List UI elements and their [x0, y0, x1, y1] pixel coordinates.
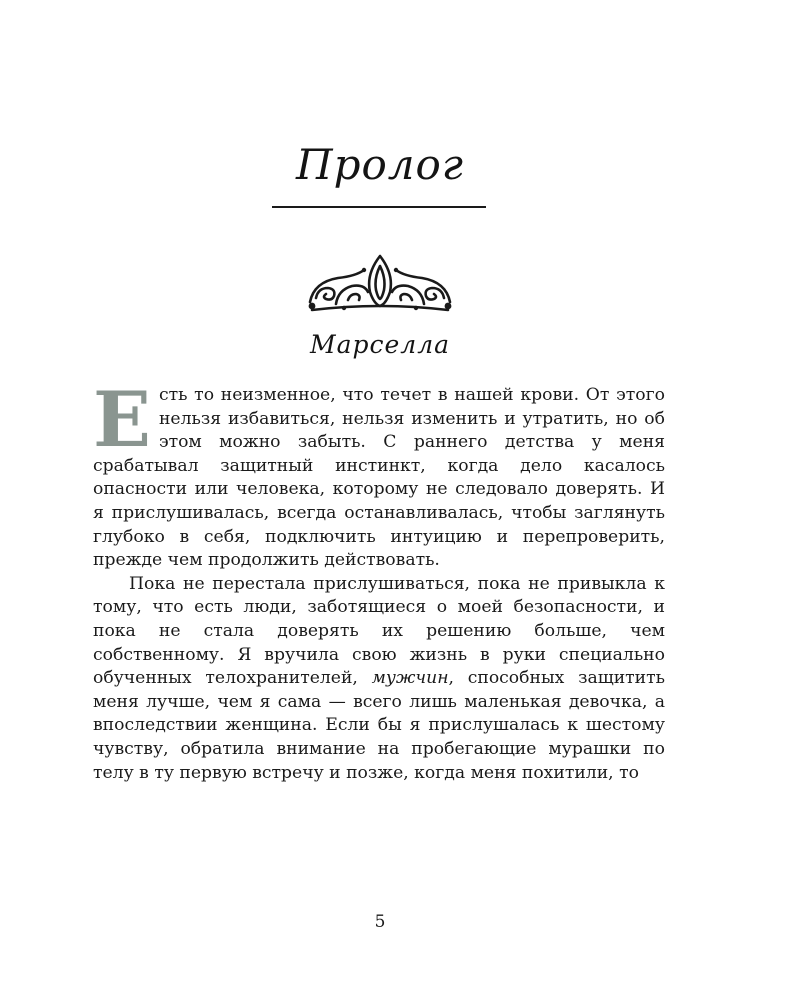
tiara-icon: [304, 252, 456, 316]
paragraph-2-text-end: , способных защитить меня лучше, чем я сама — всего лишь маленькая девочка, а впоследствии женщина. Если бы я прислушалась к шестому чувству, обратила внимание на пробегающие мурашки по телу в ту первую встречу и позже, когда меня похитили, то: [93, 668, 665, 783]
page-number: 5: [374, 912, 386, 932]
chapter-body: [93, 375, 665, 785]
chapter-title: Пролог: [295, 140, 465, 189]
drop-cap: Е: [93, 375, 151, 464]
paragraph-1: [93, 375, 665, 573]
title-divider: [272, 206, 486, 208]
paragraph-1-text: сть то неизменное, что течет в нашей крови. От этого нельзя избавиться, нельзя изменить и утратить, но об этом можно забыть. С раннего детства у меня срабатывал защитный инстинкт, когда дело касалось опасности или человека, которому не следовало доверять. И я прислушивалась, всегда останавливалась, чтобы заглянуть глубоко в себя, подключить интуицию и перепроверить, прежде чем продолжить действовать.: [93, 385, 665, 571]
paragraph-2-text-start: Пока не перестала прислушиваться, пока не привыкла к тому, что есть люди, заботящиеся о моей безопасности, и пока не стала доверять их решению больше, чем собственному. Я вручила свою жизнь в руки специально обученных телохранителей,: [93, 573, 665, 689]
pov-character-name: Марселла: [309, 330, 451, 359]
paragraph-2-emphasis: мужчин: [371, 668, 449, 689]
paragraph-2: [93, 573, 665, 785]
